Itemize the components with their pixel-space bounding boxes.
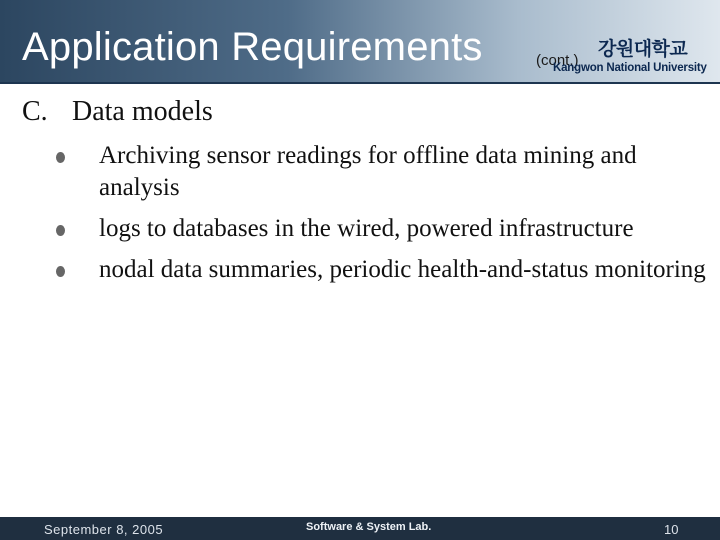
slide-title: Application Requirements [22,25,483,69]
bullet-item [0,140,709,204]
bullet-dot-icon [56,225,65,236]
bullet-text: nodal data summaries, periodic health-and-status monitoring [99,256,706,283]
page-number: 10 [664,522,679,537]
bullet-item [0,254,709,286]
university-logo-english: Kangwon National University [553,62,707,74]
bullet-text: Archiving sensor readings for offline data mining and analysis [99,142,637,201]
bullet-dot-icon [56,152,65,163]
bullet-dot-icon [56,266,65,277]
slide-header [0,0,720,82]
footer-lab-name: Software & System Lab. [306,521,432,533]
section-marker: C. [22,96,48,127]
university-logo-korean: 강원대학교 [598,38,688,60]
title-suffix: (cont.) [536,52,579,69]
bullet-item [0,213,709,245]
header-divider [0,82,720,84]
slide-footer [0,517,720,540]
bullet-text: logs to databases in the wired, powered infrastructure [99,215,634,242]
section-title: Data models [72,96,213,127]
footer-date: September 8, 2005 [44,522,164,537]
bullet-list [0,140,720,295]
section-heading [22,96,213,128]
